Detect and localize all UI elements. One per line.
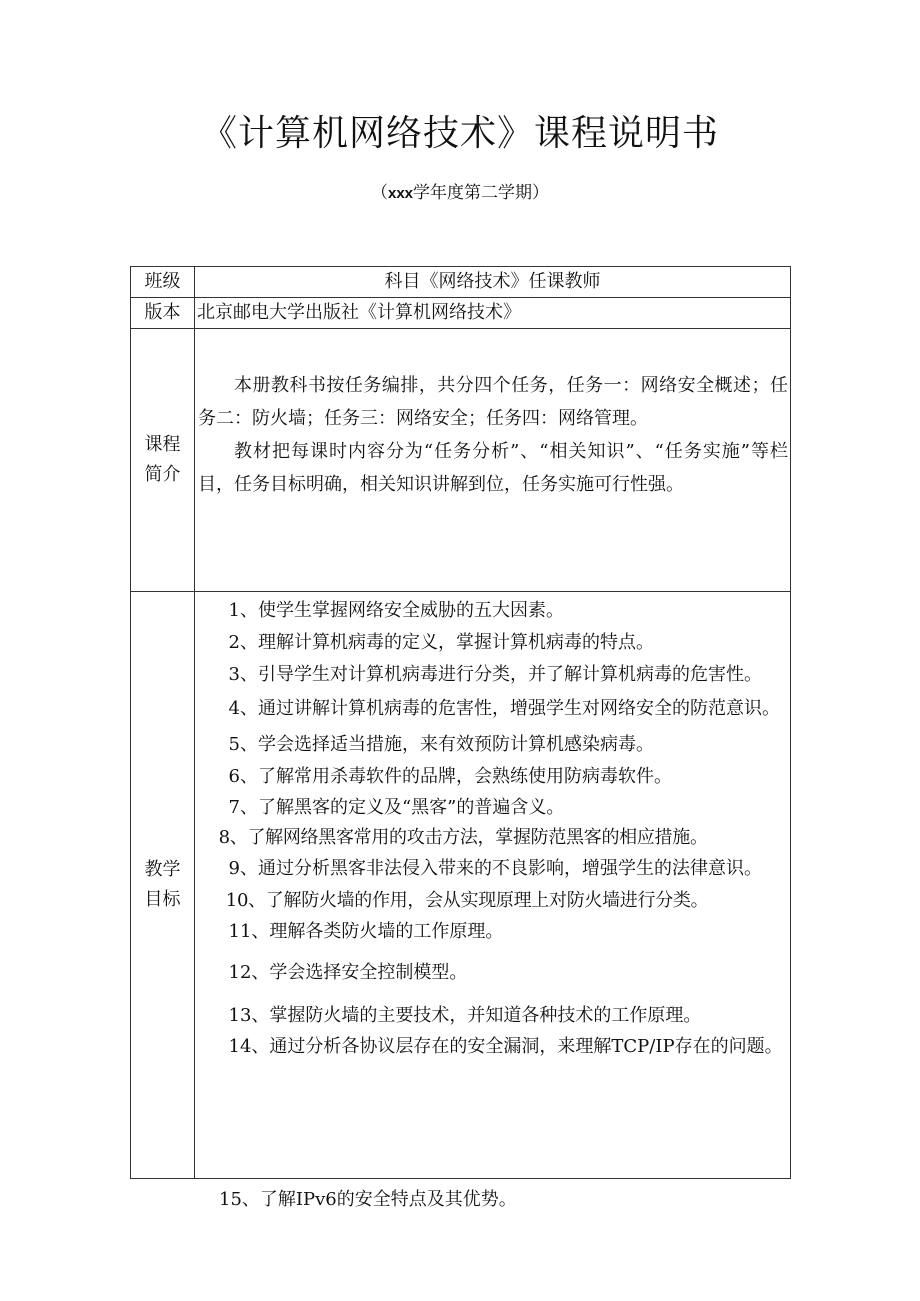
goal-item: 2、理解计算机病毒的定义，掌握计算机病毒的特点。 <box>228 632 654 653</box>
intro-paragraph: 本册教科书按任务编排，共分四个任务，任务一：网络安全概述；任务二：防火墙；任务三：网络安全；任务四：网络管理。 <box>198 375 788 429</box>
row-intro <box>131 329 791 592</box>
row-goals <box>131 592 791 1179</box>
intro-paragraph: 教材把每课时内容分为“任务分析”、“相关知识”、“任务实施”等栏目，任务目标明确，相关知识讲解到位，任务实施可行性强。 <box>198 441 788 495</box>
goal-item: 1、使学生掌握网络安全威胁的五大因素。 <box>228 600 564 621</box>
intro-cell <box>195 329 791 592</box>
label-edition: 版本 <box>131 298 195 329</box>
value-subject-teacher: 科目《网络技术》任课教师 <box>195 267 791 298</box>
row-edition <box>131 298 791 329</box>
document-subtitle <box>0 178 920 203</box>
label-intro: 课程简介 <box>131 329 195 592</box>
value-edition: 北京邮电大学出版社《计算机网络技术》 <box>195 298 791 329</box>
goal-item-after-table: 15、了解IPv6的安全特点及其优势。 <box>219 1189 517 1210</box>
goal-item: 12、学会选择安全控制模型。 <box>228 962 468 983</box>
goal-item: 3、引导学生对计算机病毒进行分类，并了解计算机病毒的危害性。 <box>228 664 762 685</box>
goal-item: 14、通过分析各协议层存在的安全漏洞，来理解TCP/IP存在的问题。 <box>228 1036 783 1057</box>
subtitle-year-code: xxx <box>387 185 414 202</box>
goal-item: 13、掌握防火墙的主要技术，并知道各种技术的工作原理。 <box>228 1005 702 1026</box>
goal-item: 6、了解常用杀毒软件的品牌，会熟练使用防病毒软件。 <box>228 766 672 787</box>
course-table <box>130 266 791 1179</box>
label-goals: 教学目标 <box>131 592 195 1179</box>
subtitle-text: 学年度第二学期） <box>413 183 550 203</box>
goal-item: 7、了解黑客的定义及“黑客”的普遍含义。 <box>228 797 565 818</box>
goal-item: 4、通过讲解计算机病毒的危害性，增强学生对网络安全的防范意识。 <box>228 698 780 719</box>
label-class: 班级 <box>131 267 195 298</box>
goal-item: 8、了解网络黑客常用的攻击方法，掌握防范黑客的相应措施。 <box>218 827 708 848</box>
goal-item: 9、通过分析黑客非法侵入带来的不良影响，增强学生的法律意识。 <box>228 858 762 879</box>
subtitle-open: （ <box>370 183 388 203</box>
goal-item: 10、了解防火墙的作用，会从实现原理上对防火墙进行分类。 <box>225 890 709 911</box>
goals-cell <box>195 592 791 1179</box>
row-class <box>131 267 791 298</box>
document-title: 《计算机网络技术》课程说明书 <box>200 113 719 154</box>
goal-item: 5、学会选择适当措施，来有效预防计算机感染病毒。 <box>228 734 654 755</box>
goal-item: 11、理解各类防火墙的工作原理。 <box>228 921 504 942</box>
